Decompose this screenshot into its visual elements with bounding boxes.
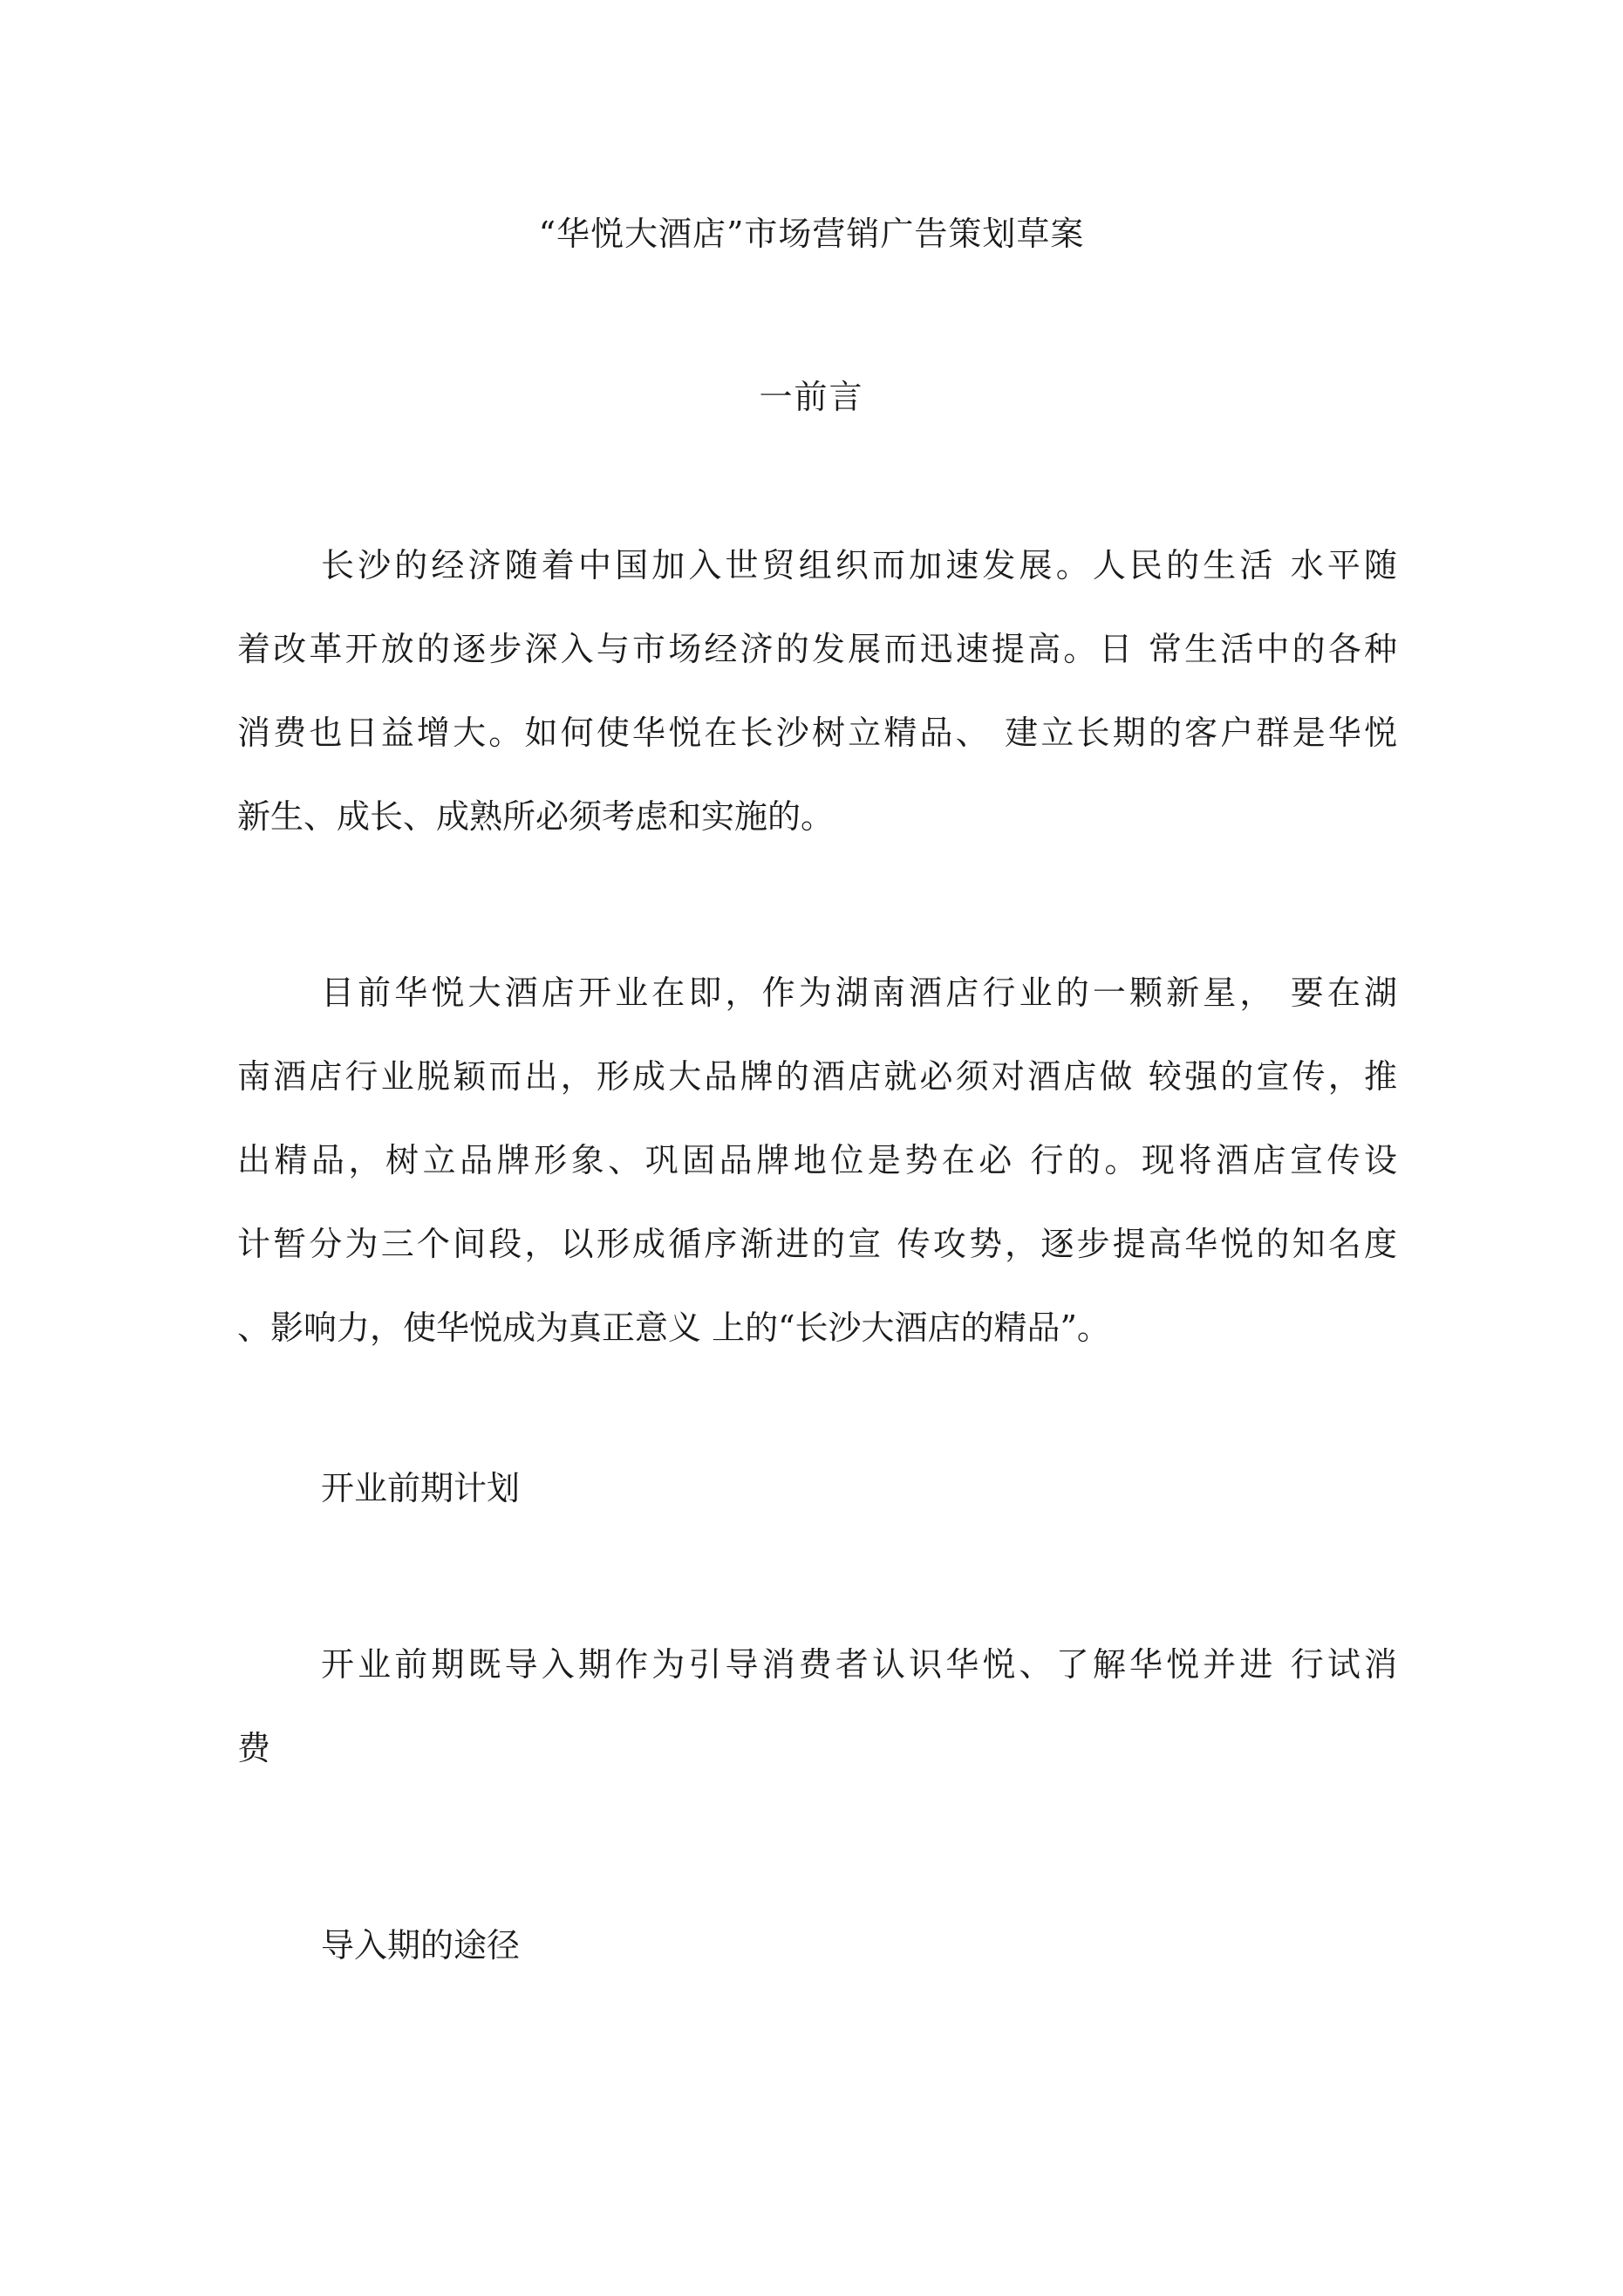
paragraph-line: 、影响力，使华悦成为真正意义 上的“长沙大酒店的精品”。: [237, 1309, 1110, 1347]
document-title: “华悦大酒店”市场营销广告策划草案: [538, 215, 1085, 253]
paragraph-line: 长沙的经济随着中国加入世贸组织而加速发展。人民的生活 水平随: [321, 546, 1397, 584]
subheading-pre-opening-plan: 开业前期计划: [321, 1469, 521, 1507]
paragraph-line: 开业前期既导入期作为引导消费者认识华悦、了解华悦并进 行试消: [321, 1645, 1397, 1684]
paragraph-line: 出精品，树立品牌形象、巩固品牌地位是势在必 行的。现将酒店宣传设: [237, 1141, 1397, 1179]
paragraph-line: 费: [237, 1729, 271, 1767]
paragraph-line: 着改革开放的逐步深入与市场经济的发展而迅速提高。日 常生活中的各种: [237, 630, 1397, 668]
paragraph-opening: [237, 951, 1397, 1370]
paragraph-line: 计暂分为三个间段，以形成循序渐进的宣 传攻势，逐步提高华悦的知名度: [237, 1225, 1397, 1263]
paragraph-economy: [237, 523, 1397, 858]
paragraph-line: 南酒店行业脱颖而出，形成大品牌的酒店就必须对酒店做 较强的宣传，推: [237, 1057, 1397, 1096]
paragraph-line: 目前华悦大酒店开业在即，作为湖南酒店行业的一颗新星， 要在湖: [321, 974, 1397, 1012]
paragraph-line: 新生、成长、成熟所必须考虑和实施的。: [237, 797, 835, 836]
paragraph-line: 消费也日益增大。如何使华悦在长沙树立精品、 建立长期的客户群是华悦: [237, 714, 1397, 752]
section-heading-preface: 一前言: [759, 378, 864, 416]
paragraph-introduction-phase: [237, 1623, 1397, 1790]
subheading-introduction-channels: 导入期的途径: [321, 1926, 521, 1965]
